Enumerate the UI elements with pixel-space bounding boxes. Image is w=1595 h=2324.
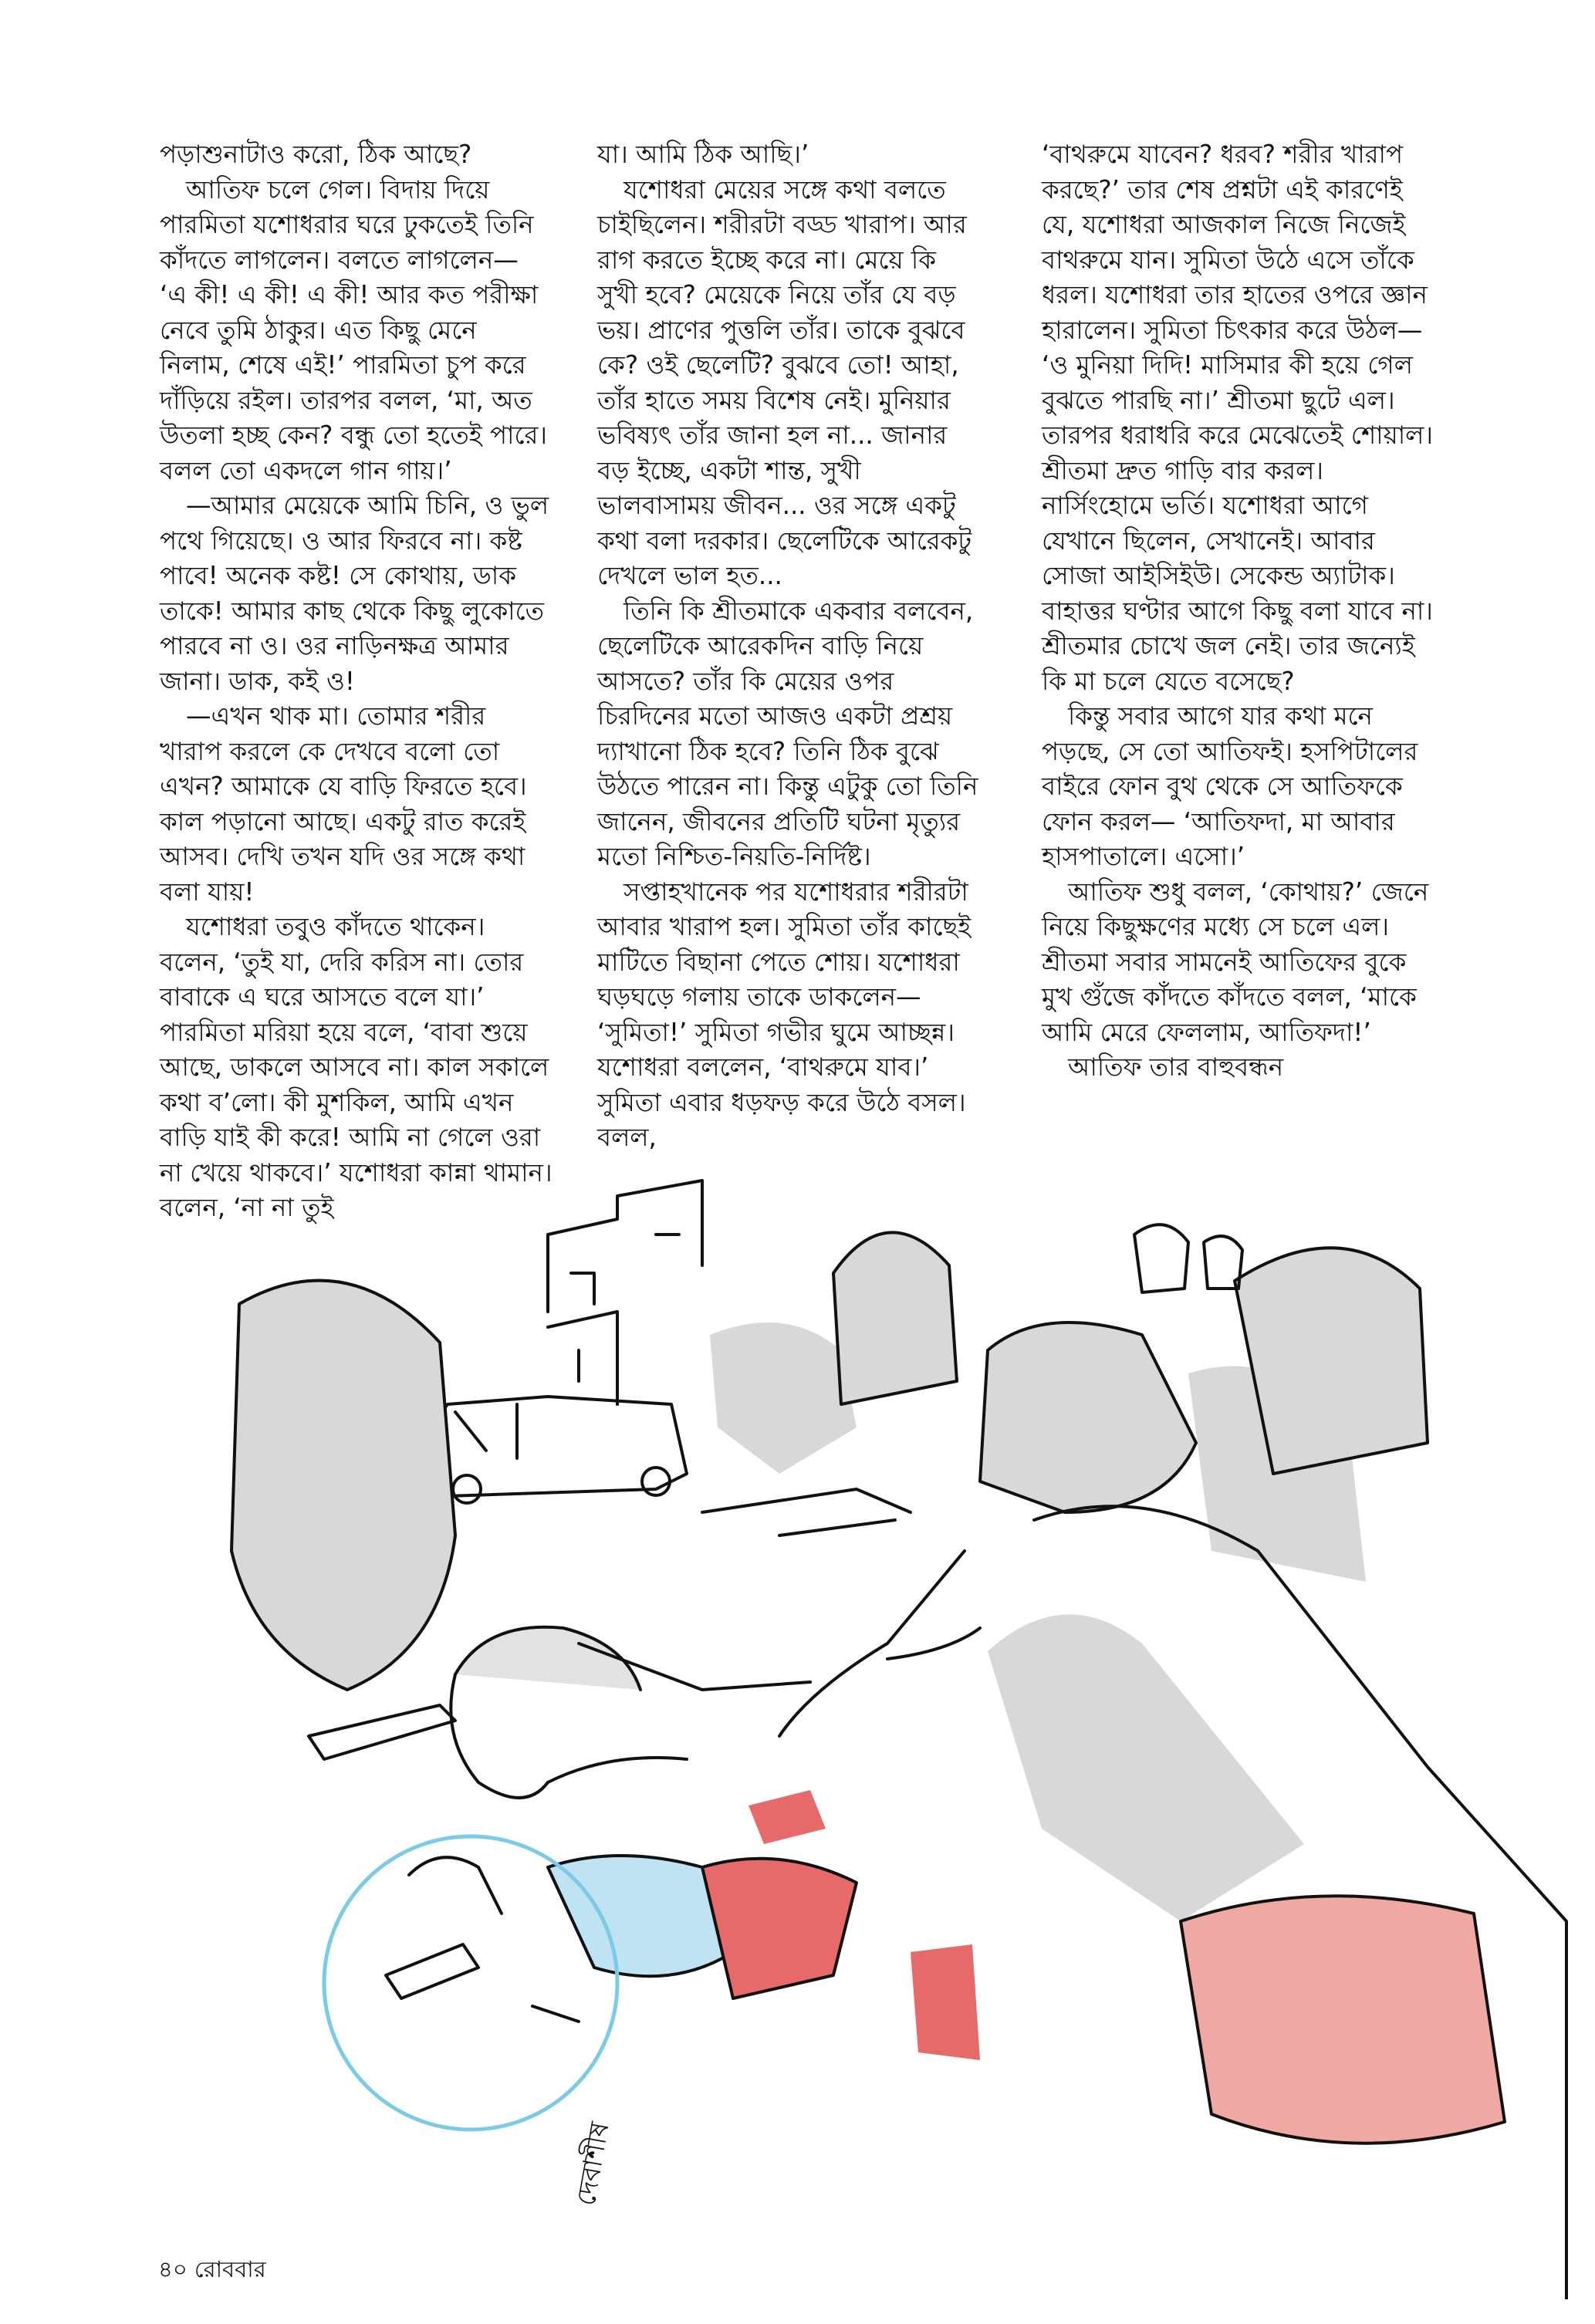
paragraph: কিন্তু সবার আগে যার কথা মনে পড়ছে, সে তো আতিফই। হসপিটালের বাইরে ফোন বুথ থেকে সে আতিফকে ফোন করল— ‘আতিফদা, মা আবার হাসপাতালে। এসো।’ bbox=[1042, 701, 1418, 871]
patient-figure bbox=[451, 1627, 810, 1798]
paragraph: যা। আমি ঠিক আছি।’ bbox=[597, 140, 809, 169]
paragraph: আতিফ শুধু বলল, ‘কোথায়?’ জেনে নিয়ে কিছুক্ষণের মধ্যে সে চলে এল। শ্রীতমা সবার সামনেই আতিফের বুকে মুখ গুঁজে কাঁদতে কাঁদতে বলল, ‘মাকে আমি মেরে ফেললাম, আতিফদা!’ bbox=[1042, 877, 1429, 1047]
paragraph: আতিফ তার বাহুবন্ধন bbox=[1068, 1052, 1284, 1082]
page-number-label: ৪০ রোববার bbox=[158, 2256, 266, 2282]
story-illustration bbox=[116, 1150, 1574, 2299]
page-footer bbox=[158, 2252, 266, 2290]
paragraph: আতিফ চলে গেল। বিদায় দিয়ে পারমিতা যশোধরার ঘরে ঢুকতেই তিনি কাঁদতে লাগলেন। বলতে লাগলেন— ‘এ কী! এ কী! এ কী! আর কত পরীক্ষা নেবে তুমি ঠাকুর। এত কিছু মেনে নিলাম, শেষে এই!’ পারমিতা চুপ করে দাঁড়িয়ে রইল। তারপর বলল, ‘মা, অত উতলা হচ্ছ কেন? বন্ধু তো হতেই পারে। বলল তো একদলে গান গায়।’ bbox=[160, 174, 548, 485]
paragraph: যশোধরা মেয়ের সঙ্গে কথা বলতে চাইছিলেন। শরীরটা বড্ড খারাপ। আর রাগ করতে ইচ্ছে করে না। মেয়ে কি সুখী হবে? মেয়েকে নিয়ে তাঁর যে বড় ভয়। প্রাণের পুত্তলি তাঁর। তাকে বুঝবে কে? ওই ছেলেটি? বুঝবে তো! আহা, তাঁর হাতে সময় বিশেষ নেই। মুনিয়ার ভবিষ্যৎ তাঁর জানা হল না... জানার বড় ইচ্ছে, একটা শান্ত, সুখী ভালবাসাময় জীবন... ওর সঙ্গে একটু কথা বলা দরকার। ছেলেটিকে আরেকটু দেখলে ভাল হত... bbox=[597, 174, 972, 590]
paragraph: তিনি কি শ্রীতমাকে একবার বলবেন, ছেলেটিকে আরেকদিন বাড়ি নিয়ে আসতে? তাঁর কি মেয়ের ওপর চিরদিনের মতো আজও একটা প্রশ্রয় দ্যাখানো ঠিক হবে? তিনি ঠিক বুঝে উঠতে পারেন না। কিন্তু এটুকু তো তিনি জানেন, জীবনের প্রতিটি ঘটনা মৃত্যুর মতো নিশ্চিত-নিয়তি-নির্দিষ্ট। bbox=[597, 596, 978, 871]
paragraph: সপ্তাহখানেক পর যশোধরার শরীরটা আবার খারাপ হল। সুমিতা তাঁর কাছেই মাটিতে বিছানা পেতে শোয়। যশোধরা ঘড়ঘড়ে গলায় তাকে ডাকলেন— ‘সুমিতা!’ সুমিতা গভীর ঘুমে আচ্ছন্ন। যশোধরা বললেন, ‘বাথরুমে যাব।’ সুমিতা এবার ধড়ফড় করে উঠে বসল। বলল, bbox=[597, 877, 972, 1152]
article-column-2 bbox=[597, 137, 983, 1156]
paragraph: ‘বাথরুমে যাবেন? ধরব? শরীর খারাপ করছে?’ তার শেষ প্রশ্নটা এই কারণেই যে, যশোধরা আজকাল নিজে নিজেই বাথরুমে যান। সুমিতা উঠে এসে তাঁকে ধরল। যশোধরা তার হাতের ওপরে জ্ঞান হারালেন। সুমিতা চিৎকার করে উঠল— ‘ও মুনিয়া দিদি! মাসিমার কী হয়ে গেল বুঝতে পারছি না।’ শ্রীতমা ছুটে এল। তারপর ধরাধরি করে মেঝেতেই শোয়াল। শ্রীতমা দ্রুত গাড়ি বার করল। নার্সিংহোমে ভর্তি। যশোধরা আগে যেখানে ছিলেন, সেখানেই। আবার সোজা আইসিইউ। সেকেন্ড অ্যাটাক। বাহাত্তর ঘণ্টার আগে কিছু বলা যাবে না। শ্রীতমার চোখে জল নেই। তার জন্যেই কি মা চলে যেতে বসেছে? bbox=[1042, 140, 1434, 696]
paragraph: পড়াশুনাটাও করো, ঠিক আছে? bbox=[160, 140, 472, 169]
article-column-1 bbox=[160, 137, 553, 1226]
paragraph: —এখন থাক মা। তোমার শরীর খারাপ করলে কে দেখবে বলো তো এখন? আমাকে যে বাড়ি ফিরতে হবে। কাল পড়ানো আছে। একটু রাত করেই আসব। দেখি তখন যদি ওর সঙ্গে কথা বলা যায়! bbox=[160, 701, 527, 907]
background-buildings bbox=[548, 1181, 702, 1404]
paragraph: —আমার মেয়েকে আমি চিনি, ও ভুল পথে গিয়েছে। ও আর ফিরবে না। কষ্ট পাবে! অনেক কষ্ট! সে কোথায়, ডাক তাকে! আমার কাছ থেকে কিছু লুকোতে পারবে না ও। ওর নাড়িনক্ষত্র আমার জানা। ডাক, কই ও! bbox=[160, 491, 549, 696]
paragraph: যশোধরা তবুও কাঁদতে থাকেন। বলেন, ‘তুই যা, দেরি করিস না। তোর বাবাকে এ ঘরে আসতে বলে যা।’ পারমিতা মরিয়া হয়ে বলে, ‘বাবা শুয়ে আছে, ডাকলে আসবে না। কাল সকালে কথা ব’লো। কী মুশকিল, আমি এখন বাড়ি যাই কী করে! আমি না গেলে ওরা না খেয়ে থাকবে।’ যশোধরা কান্না থামান। বলেন, ‘না না তুই bbox=[160, 912, 553, 1222]
artist-signature: দেবাশীষ bbox=[570, 2120, 616, 2208]
article-column-3 bbox=[1042, 137, 1435, 1086]
